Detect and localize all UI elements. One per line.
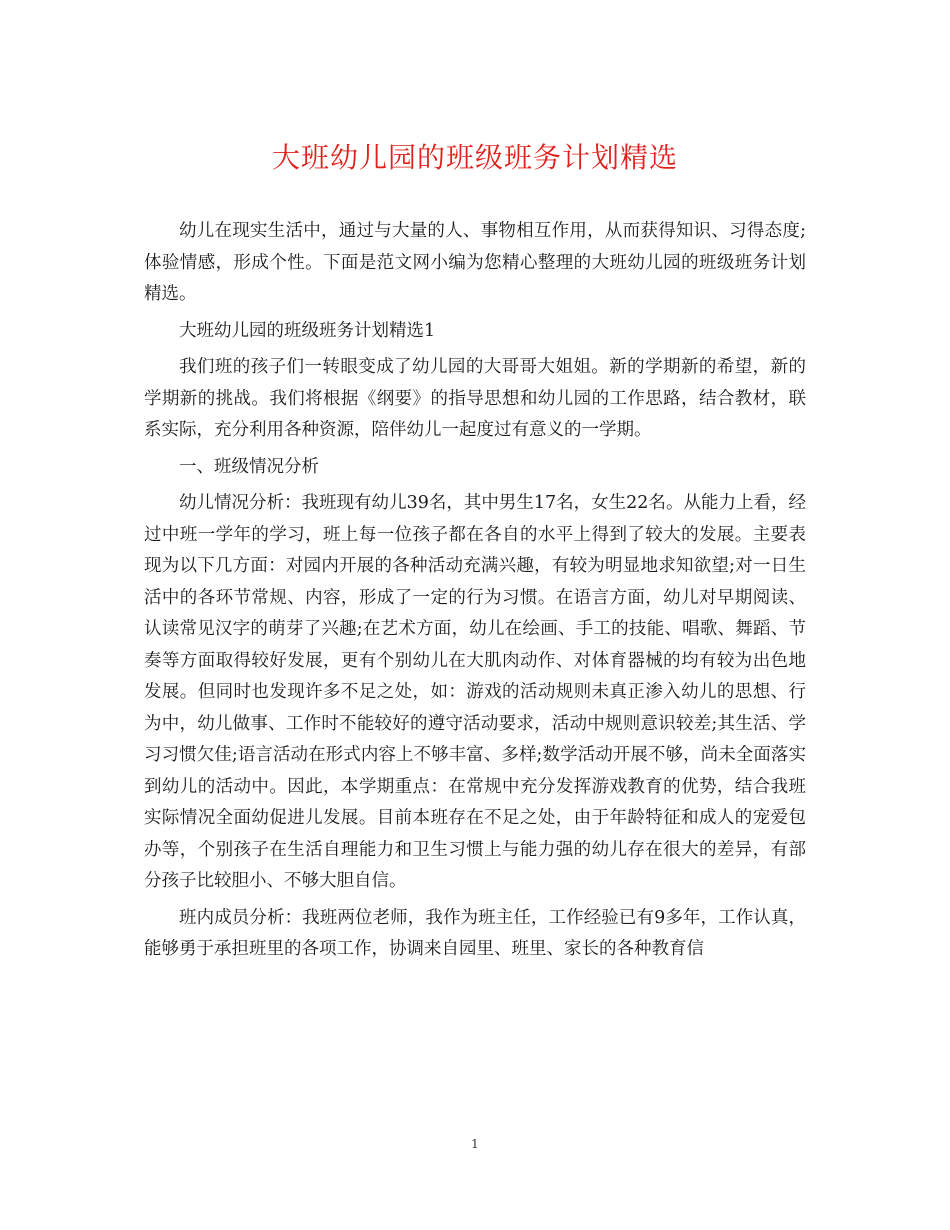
paragraph-intro: 幼儿在现实生活中，通过与大量的人、事物相互作用，从而获得知识、习得态度;体验情感，形成个性。下面是范文网小编为您精心整理的大班幼儿园的班级班务计划精选。 xyxy=(144,221,806,304)
section-heading-class-analysis: 一、班级情况分析 xyxy=(179,456,319,477)
paragraph-staff-analysis: 班内成员分析：我班两位老师，我作为班主任，工作经验已有9多年，工作认真，能够勇于承担班里的各项工作，协调来自园里、班里、家长的各种教育信 xyxy=(144,907,806,959)
document-title: 大班幼儿园的班级班务计划精选 xyxy=(271,141,678,174)
document-body xyxy=(144,216,806,966)
page-number: 1 xyxy=(471,1137,479,1151)
paragraph-class-overview: 我们班的孩子们一转眼变成了幼儿园的大哥哥大姐姐。新的学期新的希望，新的学期新的挑战。我们将根据《纲要》的指导思想和幼儿园的工作思路，结合教材，联系实际，充分利用各种资源，陪伴幼儿一起度过有意义的一学期。 xyxy=(144,357,806,440)
section-heading-plan-1: 大班幼儿园的班级班务计划精选1 xyxy=(179,320,436,341)
paragraph-children-analysis: 幼儿情况分析：我班现有幼儿39名，其中男生17名，女生22名。从能力上看，经过中班一学年的学习，班上每一位孩子都在各自的水平上得到了较大的发展。主要表现为以下几方面：对园内开展的各种活动充满兴趣，有较为明显地求知欲望;对一日生活中的各环节常规、内容，形成了一定的行为习惯。在语言方面，幼儿对早期阅读、认读常见汉字的萌芽了兴趣;在艺术方面，幼儿在绘画、手工的技能、唱歌、舞蹈、节奏等方面取得较好发展，更有个别幼儿在大肌肉动作、对体育器械的均有较为出色地发展。但同时也发现许多不足之处，如：游戏的活动规则未真正渗入幼儿的思想、行为中，幼儿做事、工作时不能较好的遵守活动要求，活动中规则意识较差;其生活、学习习惯欠佳;语言活动在形式内容上不够丰富、多样;数学活动开展不够，尚未全面落实到幼儿的活动中。因此，本学期重点：在常规中充分发挥游戏教育的优势，结合我班实际情况全面幼促进儿发展。目前本班存在不足之处，由于年龄特征和成人的宠爱包办等，个别孩子在生活自理能力和卫生习惯上与能力强的幼儿存在很大的差异，有部分孩子比较胆小、不够大胆自信。 xyxy=(144,493,806,891)
